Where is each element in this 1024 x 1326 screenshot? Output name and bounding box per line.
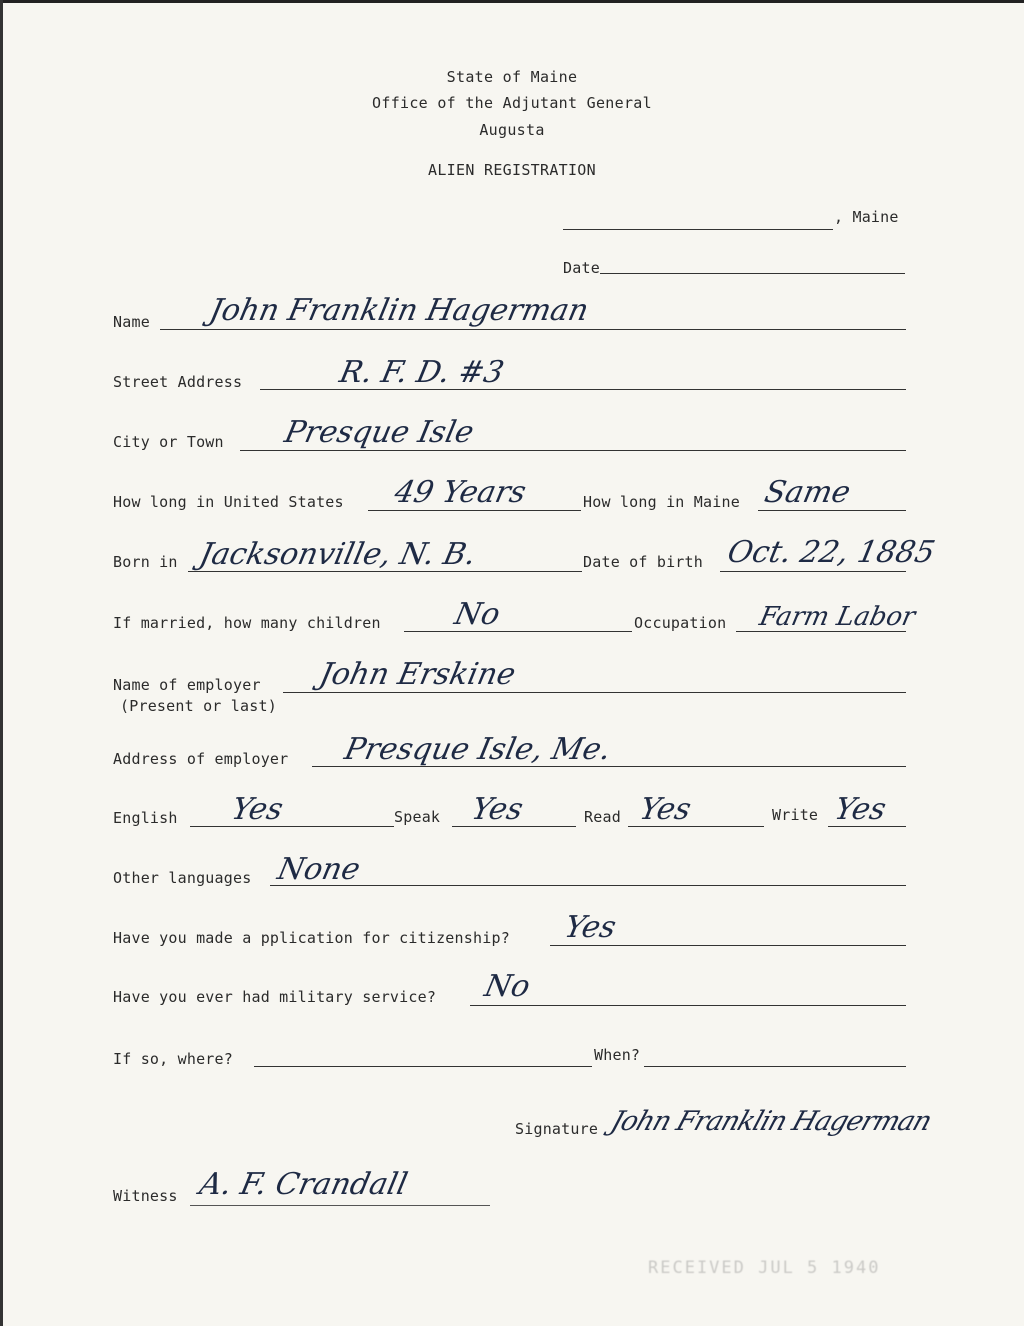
how-long-us-label: How long in United States — [113, 493, 344, 511]
date-label: Date — [563, 259, 600, 277]
name-value: John Franklin Hagerman — [206, 293, 592, 328]
employer-line — [283, 692, 906, 693]
employer-label: Name of employer — [113, 676, 261, 694]
children-label: If married, how many children — [113, 614, 381, 632]
form-title: ALIEN REGISTRATION — [428, 161, 596, 179]
citizenship-label: Have you made a pplication for citizenship? — [113, 929, 510, 947]
signature-value: John Franklin Hagerman — [606, 1106, 936, 1137]
witness-label: Witness — [113, 1187, 178, 1205]
name-line — [160, 329, 906, 330]
when-label: When? — [594, 1046, 641, 1064]
how-long-us-value: 49 Years — [391, 475, 530, 510]
english-label: English — [113, 809, 178, 827]
scan-edge-top — [0, 0, 1024, 3]
write-label: Write — [772, 806, 819, 824]
children-line — [404, 631, 632, 632]
witness-value: A. F. Crandall — [196, 1167, 411, 1202]
other-languages-label: Other languages — [113, 869, 252, 887]
place-line — [563, 229, 833, 230]
citizenship-value: Yes — [561, 910, 620, 945]
military-value: No — [481, 969, 534, 1004]
city-value: Presque Isle — [281, 415, 477, 450]
signature-label: Signature — [515, 1120, 599, 1138]
header-state: State of Maine — [446, 68, 578, 86]
read-value: Yes — [636, 792, 695, 827]
children-value: No — [451, 597, 504, 632]
how-long-maine-value: Same — [761, 475, 854, 510]
how-long-maine-label: How long in Maine — [583, 493, 740, 511]
occupation-label: Occupation — [634, 614, 727, 632]
header-city: Augusta — [479, 121, 545, 139]
received-stamp: RECEIVED JUL 5 1940 — [648, 1258, 881, 1278]
speak-label: Speak — [394, 808, 441, 826]
english-line — [190, 826, 394, 827]
citizenship-line — [550, 945, 906, 946]
when-line — [644, 1066, 906, 1067]
employer-value: John Erskine — [316, 657, 519, 692]
where-line — [254, 1066, 592, 1067]
city-label: City or Town — [113, 433, 224, 451]
place-suffix: , Maine — [834, 208, 899, 226]
dob-line — [720, 571, 906, 572]
employer-sublabel: (Present or last) — [120, 697, 277, 715]
how-long-us-line — [368, 510, 581, 511]
street-value: R. F. D. #3 — [336, 355, 507, 390]
other-languages-value: None — [274, 852, 364, 887]
employer-address-label: Address of employer — [113, 750, 289, 768]
name-label: Name — [113, 313, 150, 331]
speak-value: Yes — [468, 792, 527, 827]
date-line — [600, 273, 905, 274]
other-languages-line — [270, 885, 906, 886]
scan-edge-left — [0, 0, 3, 1326]
employer-address-value: Presque Isle, Me. — [341, 732, 614, 767]
city-line — [240, 450, 906, 451]
english-value: Yes — [228, 792, 287, 827]
how-long-maine-line — [758, 510, 906, 511]
witness-line — [190, 1205, 490, 1206]
occupation-value: Farm Labor — [756, 602, 918, 632]
header-office: Office of the Adjutant General — [372, 94, 652, 112]
military-label: Have you ever had military service? — [113, 988, 437, 1006]
dob-value: Oct. 22, 1885 — [724, 535, 938, 570]
where-label: If so, where? — [113, 1050, 233, 1068]
dob-label: Date of birth — [583, 553, 703, 571]
write-value: Yes — [831, 792, 890, 827]
read-label: Read — [584, 808, 621, 826]
born-in-value: Jacksonville, N. B. — [196, 537, 480, 572]
born-in-label: Born in — [113, 553, 178, 571]
street-label: Street Address — [113, 373, 243, 391]
military-line — [470, 1005, 906, 1006]
